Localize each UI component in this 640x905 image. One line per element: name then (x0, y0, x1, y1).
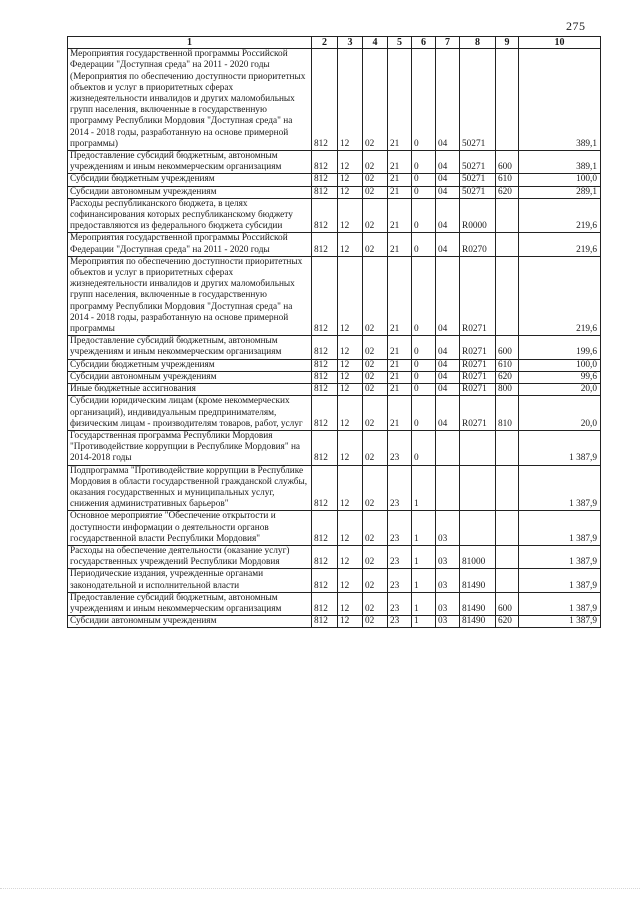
cell-subprogram: 0 (412, 186, 436, 198)
cell-program: 23 (388, 511, 412, 546)
table-row (68, 569, 601, 592)
cell-amount: 1 387,9 (519, 430, 601, 465)
cell-subsection: 02 (363, 198, 388, 233)
cell-expense-type: 600 (496, 592, 519, 615)
cell-event: 04 (436, 396, 460, 431)
table-row (68, 186, 601, 198)
cell-name: Субсидии автономным учреждениям (68, 371, 312, 383)
cell-direction: 50271 (460, 186, 496, 198)
cell-expense-type: 810 (496, 396, 519, 431)
cell-subprogram: 0 (412, 233, 436, 256)
cell-subsection: 02 (363, 371, 388, 383)
cell-event: 04 (436, 174, 460, 186)
cell-amount: 1 387,9 (519, 545, 601, 568)
cell-direction: R0271 (460, 371, 496, 383)
cell-expense-type (496, 49, 519, 151)
cell-subsection: 02 (363, 384, 388, 396)
cell-admin-code: 812 (312, 186, 338, 198)
cell-admin-code: 812 (312, 198, 338, 233)
cell-program: 21 (388, 256, 412, 335)
table-row (68, 592, 601, 615)
cell-event: 03 (436, 569, 460, 592)
cell-event: 03 (436, 616, 460, 628)
cell-subsection: 02 (363, 430, 388, 465)
cell-program: 21 (388, 359, 412, 371)
cell-section: 12 (338, 198, 363, 233)
cell-subsection: 02 (363, 336, 388, 359)
column-header: 4 (363, 37, 388, 49)
cell-amount: 289,1 (519, 186, 601, 198)
cell-expense-type: 600 (496, 151, 519, 174)
cell-name: Предоставление субсидий бюджетным, автономным учреждениям и иным некоммерческим организациям (68, 592, 312, 615)
cell-section: 12 (338, 396, 363, 431)
cell-program: 21 (388, 174, 412, 186)
cell-name: Предоставление субсидий бюджетным, автономным учреждениям и иным некоммерческим организациям (68, 336, 312, 359)
cell-expense-type (496, 430, 519, 465)
cell-direction: R0271 (460, 359, 496, 371)
cell-event: 04 (436, 359, 460, 371)
cell-amount: 389,1 (519, 151, 601, 174)
cell-name: Мероприятия государственной программы Российской Федерации "Доступная среда" на 2011 - 2020 годы (68, 233, 312, 256)
table-row (68, 430, 601, 465)
cell-admin-code: 812 (312, 430, 338, 465)
cell-direction (460, 511, 496, 546)
cell-name: Мероприятия по обеспечению доступности приоритетных объектов и услуг в приоритетных сферах жизнедеятельности инвалидов и других маломобильных групп населения, включенные в государственную программу Республики Мордовия "Доступная среда" на 2014 - 2018 годы, разработанную на основе примерной программы (68, 256, 312, 335)
cell-admin-code: 812 (312, 174, 338, 186)
cell-subprogram: 0 (412, 198, 436, 233)
cell-expense-type: 620 (496, 616, 519, 628)
cell-program: 21 (388, 198, 412, 233)
table-row (68, 256, 601, 335)
cell-direction: 50271 (460, 49, 496, 151)
column-header: 9 (496, 37, 519, 49)
cell-name: Субсидии автономным учреждениям (68, 186, 312, 198)
cell-program: 21 (388, 336, 412, 359)
cell-section: 12 (338, 430, 363, 465)
cell-program: 21 (388, 151, 412, 174)
table-row (68, 616, 601, 628)
cell-event: 04 (436, 384, 460, 396)
cell-section: 12 (338, 384, 363, 396)
cell-amount: 99,6 (519, 371, 601, 383)
cell-expense-type (496, 198, 519, 233)
table-row (68, 151, 601, 174)
cell-event: 04 (436, 336, 460, 359)
cell-program: 23 (388, 616, 412, 628)
cell-section: 12 (338, 616, 363, 628)
cell-event: 04 (436, 198, 460, 233)
cell-subprogram: 0 (412, 49, 436, 151)
cell-direction: R0271 (460, 384, 496, 396)
cell-subprogram: 1 (412, 465, 436, 511)
table-row (68, 545, 601, 568)
cell-expense-type: 610 (496, 174, 519, 186)
cell-direction: 81000 (460, 545, 496, 568)
cell-direction: R0000 (460, 198, 496, 233)
cell-subsection: 02 (363, 174, 388, 186)
cell-subsection: 02 (363, 233, 388, 256)
cell-section: 12 (338, 151, 363, 174)
cell-name: Периодические издания, учрежденные органами законодательной и исполнительной власти (68, 569, 312, 592)
cell-program: 23 (388, 545, 412, 568)
cell-event: 04 (436, 256, 460, 335)
cell-subsection: 02 (363, 465, 388, 511)
cell-program: 21 (388, 186, 412, 198)
table-row (68, 49, 601, 151)
cell-subprogram: 1 (412, 616, 436, 628)
cell-subsection: 02 (363, 616, 388, 628)
cell-section: 12 (338, 174, 363, 186)
column-header: 6 (412, 37, 436, 49)
cell-subsection: 02 (363, 49, 388, 151)
cell-subprogram: 1 (412, 511, 436, 546)
cell-amount: 1 387,9 (519, 616, 601, 628)
table-row (68, 359, 601, 371)
cell-direction (460, 465, 496, 511)
cell-section: 12 (338, 371, 363, 383)
cell-expense-type: 620 (496, 186, 519, 198)
column-header: 1 (68, 37, 312, 49)
cell-event (436, 430, 460, 465)
cell-direction: 50271 (460, 174, 496, 186)
cell-direction: 81490 (460, 616, 496, 628)
cell-name: Предоставление субсидий бюджетным, автономным учреждениям и иным некоммерческим организациям (68, 151, 312, 174)
cell-event: 04 (436, 151, 460, 174)
cell-direction: R0271 (460, 396, 496, 431)
cell-expense-type: 610 (496, 359, 519, 371)
column-header: 7 (436, 37, 460, 49)
cell-section: 12 (338, 465, 363, 511)
cell-event: 04 (436, 186, 460, 198)
cell-event: 04 (436, 233, 460, 256)
cell-admin-code: 812 (312, 569, 338, 592)
column-header: 10 (519, 37, 601, 49)
cell-section: 12 (338, 511, 363, 546)
cell-amount: 1 387,9 (519, 511, 601, 546)
cell-direction: R0271 (460, 256, 496, 335)
cell-subsection: 02 (363, 569, 388, 592)
table-row (68, 396, 601, 431)
cell-amount: 100,0 (519, 174, 601, 186)
scan-noise-line (0, 888, 640, 890)
cell-subprogram: 0 (412, 151, 436, 174)
cell-admin-code: 812 (312, 511, 338, 546)
cell-amount: 20,0 (519, 396, 601, 431)
cell-subsection: 02 (363, 511, 388, 546)
cell-subsection: 02 (363, 545, 388, 568)
cell-subsection: 02 (363, 186, 388, 198)
cell-admin-code: 812 (312, 616, 338, 628)
table-row (68, 336, 601, 359)
cell-admin-code: 812 (312, 256, 338, 335)
cell-amount: 199,6 (519, 336, 601, 359)
cell-admin-code: 812 (312, 371, 338, 383)
table-row (68, 233, 601, 256)
table-row (68, 174, 601, 186)
cell-event: 03 (436, 592, 460, 615)
cell-program: 21 (388, 396, 412, 431)
cell-direction: 50271 (460, 151, 496, 174)
cell-amount: 1 387,9 (519, 465, 601, 511)
cell-subsection: 02 (363, 359, 388, 371)
cell-event: 04 (436, 49, 460, 151)
cell-direction (460, 430, 496, 465)
cell-admin-code: 812 (312, 359, 338, 371)
cell-name: Государственная программа Республики Мордовия "Противодействие коррупции в Республике Мордовия" на 2014-2018 годы (68, 430, 312, 465)
cell-subprogram: 0 (412, 256, 436, 335)
cell-section: 12 (338, 233, 363, 256)
cell-name: Субсидии автономным учреждениям (68, 616, 312, 628)
cell-amount: 219,6 (519, 198, 601, 233)
column-header: 3 (338, 37, 363, 49)
cell-admin-code: 812 (312, 336, 338, 359)
cell-expense-type: 600 (496, 336, 519, 359)
cell-amount: 1 387,9 (519, 569, 601, 592)
cell-section: 12 (338, 569, 363, 592)
cell-subprogram: 1 (412, 592, 436, 615)
column-header: 5 (388, 37, 412, 49)
cell-name: Субсидии бюджетным учреждениям (68, 359, 312, 371)
cell-subprogram: 1 (412, 569, 436, 592)
cell-admin-code: 812 (312, 233, 338, 256)
cell-expense-type (496, 545, 519, 568)
cell-name: Основное мероприятие "Обеспечение открытости и доступности информации о деятельности органов государственной власти Республики Мордовия" (68, 511, 312, 546)
cell-event: 04 (436, 371, 460, 383)
cell-direction: 81490 (460, 592, 496, 615)
cell-admin-code: 812 (312, 49, 338, 151)
cell-program: 23 (388, 569, 412, 592)
cell-section: 12 (338, 545, 363, 568)
cell-subsection: 02 (363, 256, 388, 335)
cell-amount: 389,1 (519, 49, 601, 151)
cell-program: 23 (388, 465, 412, 511)
cell-expense-type (496, 256, 519, 335)
cell-program: 23 (388, 430, 412, 465)
cell-section: 12 (338, 359, 363, 371)
cell-program: 23 (388, 592, 412, 615)
cell-section: 12 (338, 49, 363, 151)
column-header: 2 (312, 37, 338, 49)
cell-subprogram: 0 (412, 371, 436, 383)
cell-program: 21 (388, 371, 412, 383)
cell-amount: 1 387,9 (519, 592, 601, 615)
cell-subprogram: 1 (412, 545, 436, 568)
cell-name: Подпрограмма "Противодействие коррупции в Республике Мордовия в области государственной гражданской службы, оказания государственных и муниципальных услуг, снижения административных барьеров" (68, 465, 312, 511)
cell-event: 03 (436, 511, 460, 546)
cell-expense-type (496, 465, 519, 511)
cell-admin-code: 812 (312, 384, 338, 396)
cell-admin-code: 812 (312, 465, 338, 511)
cell-section: 12 (338, 186, 363, 198)
cell-section: 12 (338, 336, 363, 359)
cell-subprogram: 0 (412, 359, 436, 371)
cell-section: 12 (338, 592, 363, 615)
cell-expense-type: 800 (496, 384, 519, 396)
cell-subprogram: 0 (412, 336, 436, 359)
table-row (68, 371, 601, 383)
cell-program: 21 (388, 233, 412, 256)
cell-amount: 219,6 (519, 256, 601, 335)
column-header: 8 (460, 37, 496, 49)
cell-subsection: 02 (363, 396, 388, 431)
cell-name: Расходы республиканского бюджета, в целях софинансирования которых республиканскому бюджету предоставляются из федерального бюджета субсидии (68, 198, 312, 233)
cell-name: Расходы на обеспечение деятельности (оказание услуг) государственных учреждений Республики Мордовия (68, 545, 312, 568)
table-row (68, 465, 601, 511)
cell-admin-code: 812 (312, 592, 338, 615)
cell-direction: 81490 (460, 569, 496, 592)
cell-admin-code: 812 (312, 545, 338, 568)
cell-name: Иные бюджетные ассигнования (68, 384, 312, 396)
cell-name: Субсидии бюджетным учреждениям (68, 174, 312, 186)
cell-subprogram: 0 (412, 174, 436, 186)
cell-expense-type: 620 (496, 371, 519, 383)
cell-subsection: 02 (363, 151, 388, 174)
cell-name: Субсидии юридическим лицам (кроме некоммерческих организаций), индивидуальным предпринимателям, физическим лицам - производителям товаров, работ, услуг (68, 396, 312, 431)
cell-amount: 219,6 (519, 233, 601, 256)
cell-subprogram: 0 (412, 384, 436, 396)
table-row (68, 384, 601, 396)
cell-admin-code: 812 (312, 396, 338, 431)
cell-expense-type (496, 569, 519, 592)
cell-direction: R0270 (460, 233, 496, 256)
cell-subprogram: 0 (412, 396, 436, 431)
cell-event: 03 (436, 545, 460, 568)
table-row (68, 511, 601, 546)
table-body (68, 49, 601, 628)
cell-amount: 20,0 (519, 384, 601, 396)
page-number: 275 (566, 19, 586, 33)
cell-subsection: 02 (363, 592, 388, 615)
cell-section: 12 (338, 256, 363, 335)
cell-expense-type (496, 511, 519, 546)
cell-subprogram: 0 (412, 430, 436, 465)
cell-admin-code: 812 (312, 151, 338, 174)
cell-expense-type (496, 233, 519, 256)
budget-table (67, 36, 601, 628)
cell-amount: 100,0 (519, 359, 601, 371)
table-header-row (68, 37, 601, 49)
cell-name: Мероприятия государственной программы Российской Федерации "Доступная среда" на 2011 - 2020 годы (Мероприятия по обеспечению доступности приоритетных объектов и услуг в приоритетных сферах жизнедеятельности инвалидов и других маломобильных групп населения, включенные в государственную программу Республики Мордовия "Доступная среда" на 2014 - 2018 годы, разработанную на основе примерной программы) (68, 49, 312, 151)
cell-event (436, 465, 460, 511)
cell-program: 21 (388, 384, 412, 396)
table-row (68, 198, 601, 233)
cell-program: 21 (388, 49, 412, 151)
cell-direction: R0271 (460, 336, 496, 359)
